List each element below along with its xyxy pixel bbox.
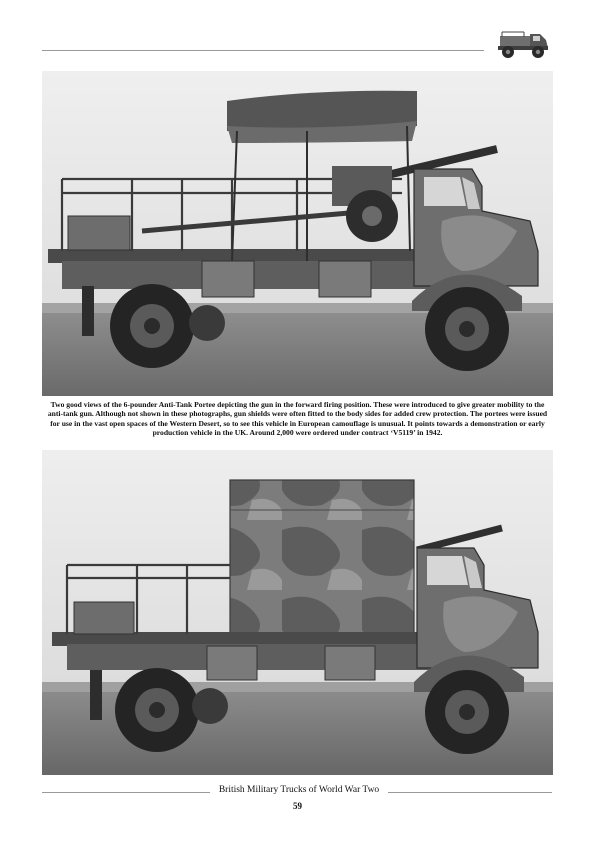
truck-thumbnail-icon xyxy=(494,28,552,60)
photo-portee-gun-forward xyxy=(42,71,553,396)
page-number: 59 xyxy=(293,801,302,811)
photo-portee-tilt-cover xyxy=(42,450,553,775)
photo-caption: Two good views of the 6-pounder Anti-Tank Portee depicting the gun in the forward firing position. These were introduced to give greater mobility to the anti-tank gun. Although not shown in these photographs, gun shields were often fitted to the body sides for added crew protection. The portees were issued for use in the vast open spaces of the Western Desert, so to see this vehicle in European camouflage is unusual. It points towards a demonstration or early production vehicle in the UK. Around 2,000 were ordered under contract ‘V5119’ in 1942. xyxy=(47,400,548,438)
footer-rule-right xyxy=(388,792,552,793)
header-rule xyxy=(42,50,484,51)
book-title: British Military Trucks of World War Two xyxy=(218,785,380,795)
footer-rule-left xyxy=(42,792,210,793)
